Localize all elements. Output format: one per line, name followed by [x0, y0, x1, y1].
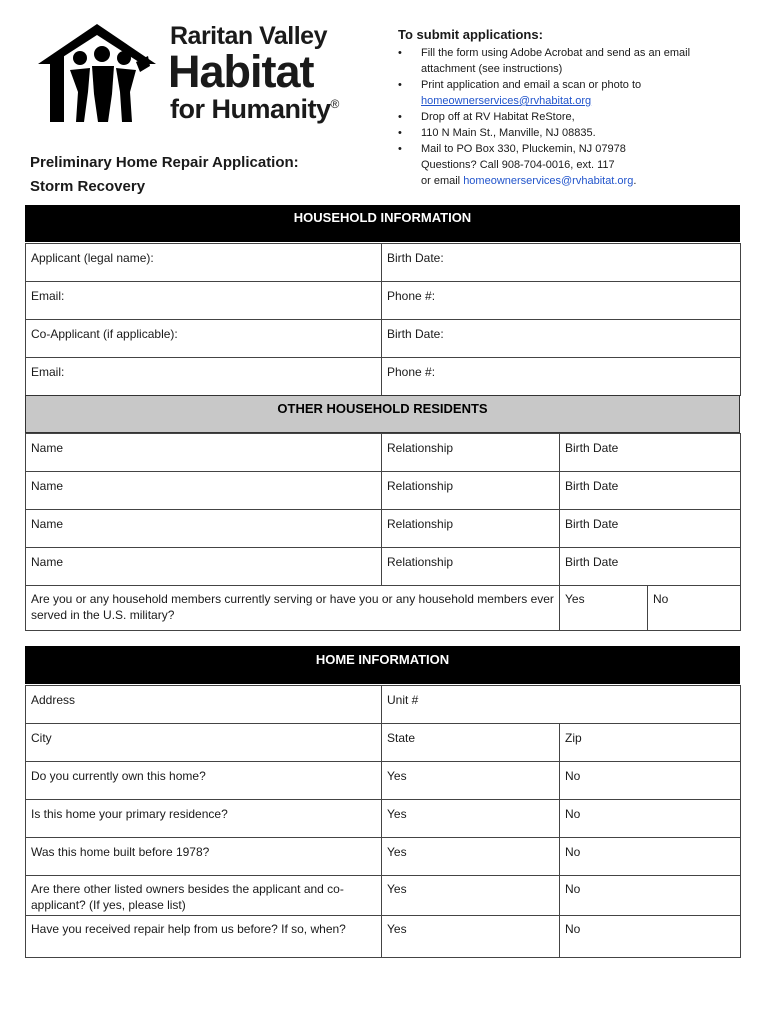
question-row [26, 800, 741, 838]
residents-table [25, 433, 741, 586]
household-table [25, 243, 741, 396]
question-row [26, 916, 741, 958]
or-email-line: or email homeownerservices@rvhabitat.org. [421, 175, 637, 187]
page-title: Preliminary Home Repair Application: Storm Recovery [30, 154, 299, 195]
home-table [25, 685, 741, 958]
military-yes-option[interactable]: Yes [560, 586, 648, 631]
question-row [26, 762, 741, 800]
submit-item: • Fill the form using Adobe Acrobat and send as an email attachment (see instructions) [398, 45, 738, 77]
resident-row [26, 510, 741, 548]
yes-option[interactable]: Yes [382, 800, 560, 838]
no-option[interactable]: No [560, 876, 741, 916]
submit-item: • Print application and email a scan or photo to homeownerservices@rvhabitat.org [398, 77, 738, 109]
home-question: Are there other listed owners besides the applicant and co-applicant? (If yes, please list) [26, 876, 382, 916]
submit-instructions [398, 27, 738, 189]
phone-field[interactable]: Phone #: [382, 282, 741, 320]
resident-name-field[interactable]: Name [26, 434, 382, 472]
no-option[interactable]: No [560, 800, 741, 838]
unit-field[interactable]: Unit # [382, 686, 741, 724]
resident-row [26, 472, 741, 510]
home-question: Do you currently own this home? [26, 762, 382, 800]
home-question: Is this home your primary residence? [26, 800, 382, 838]
residents-header: OTHER HOUSEHOLD RESIDENTS [25, 395, 740, 433]
state-field[interactable]: State [382, 724, 560, 762]
no-option[interactable]: No [560, 838, 741, 876]
military-no-option[interactable]: No [648, 586, 741, 631]
zip-field[interactable]: Zip [560, 724, 741, 762]
applicant-field[interactable]: Applicant (legal name): [26, 244, 382, 282]
resident-relationship-field[interactable]: Relationship [382, 472, 560, 510]
coapplicant-phone-field[interactable]: Phone #: [382, 358, 741, 396]
home-question: Have you received repair help from us before? If so, when? [26, 916, 382, 958]
no-option[interactable]: No [560, 916, 741, 958]
yes-option[interactable]: Yes [382, 916, 560, 958]
military-question: Are you or any household members currently serving or have you or any household members ever served in the U.S. military? [26, 586, 560, 631]
habitat-logo [36, 22, 346, 132]
email-link[interactable]: homeownerservices@rvhabitat.org [421, 95, 592, 107]
resident-relationship-field[interactable]: Relationship [382, 510, 560, 548]
resident-relationship-field[interactable]: Relationship [382, 548, 560, 586]
yes-option[interactable]: Yes [382, 762, 560, 800]
org-name-line2: Habitat [168, 46, 314, 97]
resident-birth-date-field[interactable]: Birth Date [560, 510, 741, 548]
resident-row [26, 434, 741, 472]
yes-option[interactable]: Yes [382, 876, 560, 916]
resident-name-field[interactable]: Name [26, 472, 382, 510]
resident-birth-date-field[interactable]: Birth Date [560, 472, 741, 510]
question-row [26, 838, 741, 876]
resident-relationship-field[interactable]: Relationship [382, 434, 560, 472]
city-field[interactable]: City [26, 724, 382, 762]
yes-option[interactable]: Yes [382, 838, 560, 876]
resident-row [26, 548, 741, 586]
submit-item: • 110 N Main St., Manville, NJ 08835. [398, 125, 738, 141]
email-link-2[interactable]: homeownerservices@rvhabitat.org [463, 175, 634, 187]
org-name-line1: Raritan Valley [170, 22, 327, 50]
org-name-line3: for Humanity® [170, 94, 339, 124]
military-table [25, 585, 741, 631]
no-option[interactable]: No [560, 762, 741, 800]
questions-line: Questions? Call 908-704-0016, ext. 117 [421, 159, 615, 171]
birth-date-field[interactable]: Birth Date: [382, 244, 741, 282]
household-header: HOUSEHOLD INFORMATION [25, 205, 740, 242]
resident-birth-date-field[interactable]: Birth Date [560, 434, 741, 472]
question-row [26, 876, 741, 916]
submit-item: • Drop off at RV Habitat ReStore, [398, 109, 738, 125]
house-people-icon [36, 22, 158, 122]
home-header: HOME INFORMATION [25, 646, 740, 684]
resident-name-field[interactable]: Name [26, 510, 382, 548]
address-field[interactable]: Address [26, 686, 382, 724]
coapplicant-email-field[interactable]: Email: [26, 358, 382, 396]
home-question: Was this home built before 1978? [26, 838, 382, 876]
coapplicant-birth-date-field[interactable]: Birth Date: [382, 320, 741, 358]
email-field[interactable]: Email: [26, 282, 382, 320]
submit-title: To submit applications: [398, 27, 543, 42]
submit-item: • Mail to PO Box 330, Pluckemin, NJ 07978 [398, 141, 738, 157]
coapplicant-field[interactable]: Co-Applicant (if applicable): [26, 320, 382, 358]
resident-name-field[interactable]: Name [26, 548, 382, 586]
resident-birth-date-field[interactable]: Birth Date [560, 548, 741, 586]
